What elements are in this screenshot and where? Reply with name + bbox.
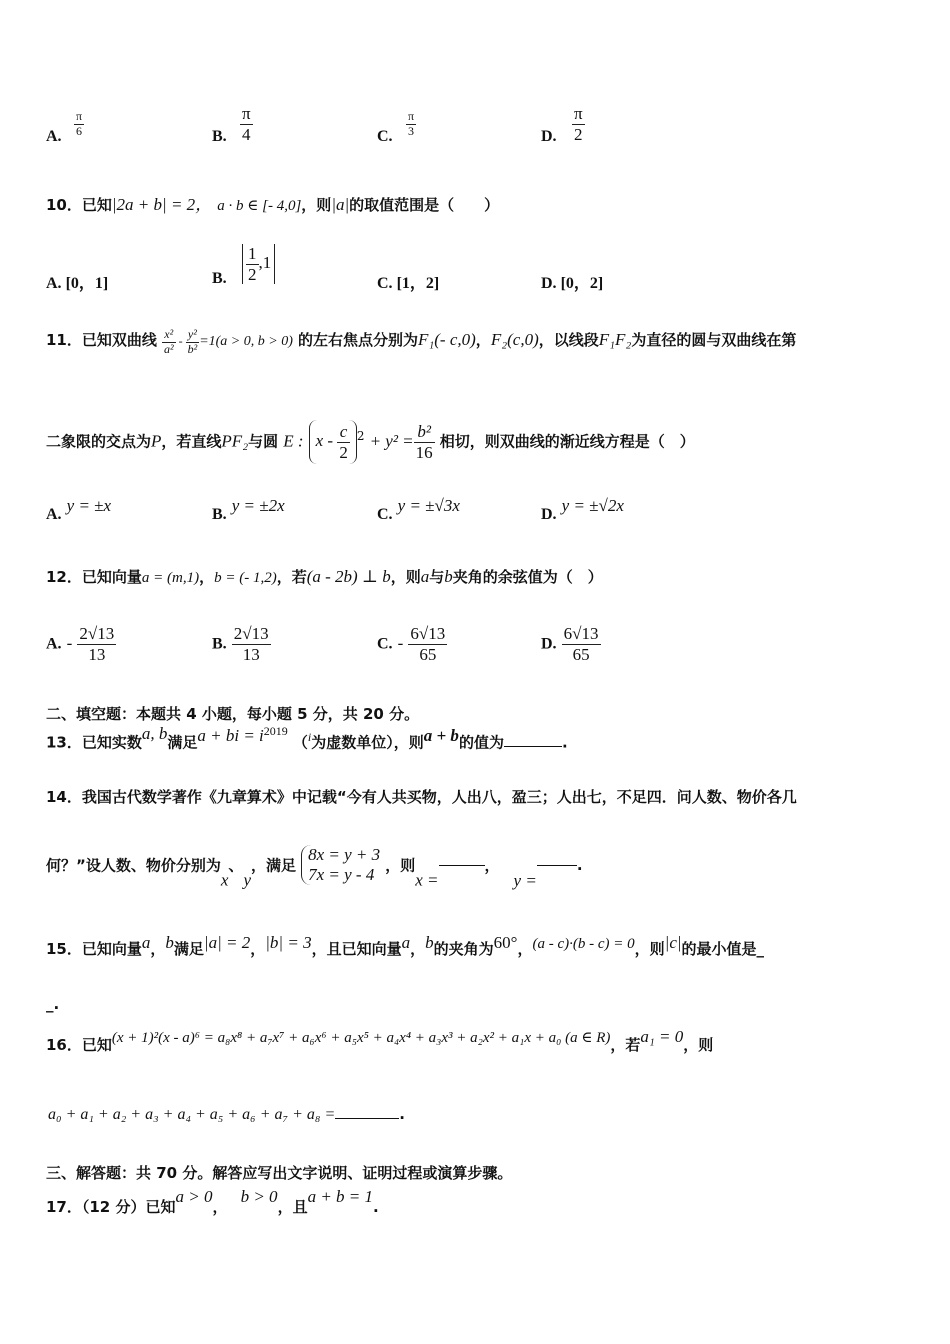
question-16-line-1: 16．已知(x + 1)²(x - a)⁶ = a₈x⁸ + a₇x⁷ + a₆x⁶ + a₅x⁵ + a₄x⁴ + a₃x³ + a₂x² + a₁x + a₀ (a ∈ R)，若a₁ = 0，则 bbox=[46, 1027, 714, 1054]
q9-option-c-frac: $\frac{\pi}{3}$ bbox=[408, 109, 415, 138]
question-14-line-2: 何？”设人数、物价分别为x、y，满足 8x = y + 3 7x = y - 4 ，则x =，y =. bbox=[46, 845, 583, 890]
q11-option-a: A. y = ±x bbox=[46, 496, 112, 523]
q9-option-a-label: A. bbox=[46, 128, 62, 145]
question-10: 10．已知|2a + b| = 2， a · b ∈ [- 4,0]，则|a|的取值范围是（ ） bbox=[46, 195, 500, 214]
question-13: 13．已知实数a, b满足a + bi = $i^{2019}$ （$^i$为虚数单位），则a + b的值为 . bbox=[46, 724, 568, 752]
q11-option-d: D. y = ±√2x bbox=[541, 496, 624, 523]
question-16-line-2: a₀ + a₁ + a₂ + a₃ + a₄ + a₅ + a₆ + a₇ + a₈ = . bbox=[48, 1105, 405, 1123]
section-2-heading: 二、填空题：本题共 4 小题，每小题 5 分，共 20 分。 bbox=[46, 705, 420, 723]
q9-option-b-frac: $\frac{\pi}{4}$ bbox=[242, 104, 251, 144]
q11-option-b: B. y = ±2x bbox=[212, 496, 285, 523]
q9-option-d-frac: $\frac{\pi}{2}$ bbox=[574, 104, 583, 144]
q12-option-a: A. - $\frac{2√13}{13}$ bbox=[46, 624, 115, 664]
q9-option-a-frac: $\frac{\pi}{6}$ bbox=[76, 109, 83, 138]
q9-option-b-label: B. bbox=[212, 128, 227, 145]
q11-option-c: C. y = ±√3x bbox=[377, 496, 460, 523]
question-15-tail: _. bbox=[46, 995, 60, 1013]
q12-option-c: C. - $\frac{6√13}{65}$ bbox=[377, 624, 446, 664]
question-17: 17．（12 分）已知a > 0， b > 0，且a + b = 1. bbox=[46, 1187, 379, 1216]
q9-option-c-label: C. bbox=[377, 128, 393, 145]
question-14-line-1: 14．我国古代数学著作《九章算术》中记载“今有人共买物，人出八，盈三；人出七，不足四．问人数、物价各几 bbox=[46, 788, 797, 806]
q12-option-d: D. $\frac{6√13}{65}$ bbox=[541, 624, 599, 664]
question-11-line-1: 11．已知双曲线 $\frac{\text{x²}}{\text{a²}}$ - $\frac{\text{y²}}{\text{b²}}$ =1(a > 0, b > 0) 的左右焦点分别为F₁(- c,0)，F₂(c,0)，以线段F₁F₂为直径的圆与双曲线在第 bbox=[46, 327, 797, 356]
section-3-heading: 三、解答题：共 70 分。解答应写出文字说明、证明过程或演算步骤。 bbox=[46, 1164, 513, 1182]
question-15: 15．已知向量a，b满足|a| = 2，|b| = 3，且已知向量a，b的夹角为60°，(a - c)·(b - c) = 0，则|c|的最小值是_ bbox=[46, 933, 765, 958]
q9-option-d-label: D. bbox=[541, 128, 557, 145]
q10-option-b-interval: $\frac{1}{2}$ ,1 bbox=[242, 244, 275, 284]
q12-option-b: B. $\frac{2√13}{13}$ bbox=[212, 624, 269, 664]
q10-option-d: D. [0，2] bbox=[541, 275, 604, 292]
question-11-line-2: 二象限的交点为P，若直线PF₂与圆 E : x - $\frac{c}{2}$ $^2$ + y² = $\frac{\text{b²}}{16}$ 相切，则双曲线的渐近线方程是（ ） bbox=[46, 420, 695, 464]
question-12: 12．已知向量a = (m,1)，b = (- 1,2)，若(a - 2b) ⊥ b，则a与b夹角的余弦值为（ ） bbox=[46, 567, 603, 586]
q10-option-a: A. [0，1] bbox=[46, 275, 109, 292]
q10-option-c: C. [1，2] bbox=[377, 275, 440, 292]
q10-option-b-label: B. bbox=[212, 270, 227, 287]
